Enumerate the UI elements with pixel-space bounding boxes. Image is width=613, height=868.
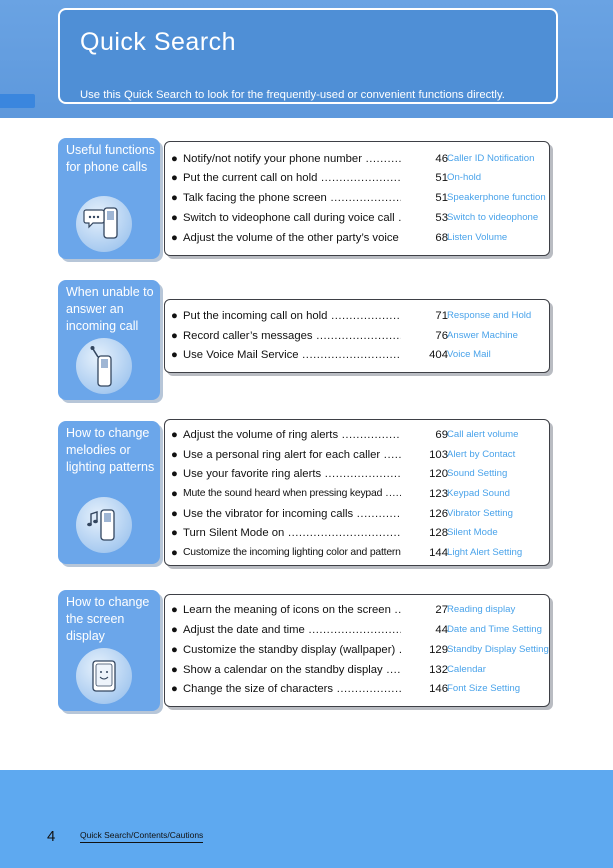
page-title: Quick Search <box>80 28 237 56</box>
list-item[interactable]: ● Use a personal ring alert for each caller ..... 103 Alert by Contact <box>171 446 545 464</box>
footer-band <box>0 770 613 868</box>
list-item[interactable]: ● Change the size of characters ..... 146 Font Size Setting <box>171 680 545 698</box>
list-item[interactable]: ● Use Voice Mail Service ..... 404 Voice Mail <box>171 346 545 364</box>
page-subtitle: Use this Quick Search to look for the frequently-used or convenient functions directly. <box>80 89 505 101</box>
category-title: How to change melodies or lighting patterns <box>66 426 155 474</box>
list-item[interactable]: ● Show a calendar on the standby display ..... 132 Calendar <box>171 661 545 679</box>
page-number: 4 <box>47 828 56 845</box>
list-item[interactable]: ● Use your favorite ring alerts ..... 120 Sound Setting <box>171 465 545 483</box>
list-item[interactable]: ● Use the vibrator for incoming calls ..... 126 Vibrator Setting <box>171 505 545 523</box>
list-item[interactable]: ● Turn Silent Mode on ..... 128 Silent Mode <box>171 524 545 542</box>
list-item[interactable]: ● Adjust the volume of the other party’s voice ..... 68 Listen Volume <box>171 229 545 247</box>
phone-music-note-icon <box>76 497 132 553</box>
list-item[interactable]: ● Mute the sound heard when pressing keypad ..... 123 Keypad Sound <box>171 485 545 503</box>
category-card-screen-display <box>58 590 160 711</box>
category-card-phone-calls <box>58 138 160 259</box>
list-item[interactable]: ● Customize the incoming lighting color and pattern ..... 144 Light Alert Setting <box>171 544 545 562</box>
list-item[interactable]: ● Notify/not notify your phone number ..... 46 Caller ID Notification <box>171 150 545 168</box>
phone-antenna-icon <box>76 338 132 394</box>
function-list-melodies <box>164 419 550 566</box>
list-item[interactable]: ● Record caller’s messages ..... 76 Answer Machine <box>171 327 545 345</box>
list-item[interactable]: ● Talk facing the phone screen ..... 51 Speakerphone function <box>171 189 545 207</box>
category-card-melodies <box>58 421 160 564</box>
phone-smiley-screen-icon <box>76 648 132 704</box>
category-title: Useful functions for phone calls <box>66 143 155 174</box>
list-item[interactable]: ● Put the incoming call on hold ..... 71 Response and Hold <box>171 307 545 325</box>
list-item[interactable]: ● Switch to videophone call during voice call ..... 53 Switch to videophone <box>171 209 545 227</box>
phone-speech-bubble-icon <box>76 196 132 252</box>
tab-marker <box>0 94 35 108</box>
list-item[interactable]: ● Adjust the date and time ..... 44 Date and Time Setting <box>171 621 545 639</box>
list-item[interactable]: ● Put the current call on hold ..... 51 On-hold <box>171 169 545 187</box>
category-title: How to change the screen display <box>66 595 150 643</box>
category-card-unable-to-answer <box>58 280 160 400</box>
list-item[interactable]: ● Customize the standby display (wallpaper) ..... 129 Standby Display Setting <box>171 641 545 659</box>
function-list-screen-display <box>164 594 550 707</box>
function-list-unable-to-answer <box>164 299 550 373</box>
category-title: When unable to answer an incoming call <box>66 285 154 333</box>
header-box <box>58 8 558 104</box>
list-item[interactable]: ● Learn the meaning of icons on the screen ..... 27 Reading display <box>171 601 545 619</box>
list-item[interactable]: ● Adjust the volume of ring alerts ..... 69 Call alert volume <box>171 426 545 444</box>
footer-link[interactable]: Quick Search/Contents/Cautions <box>80 830 203 843</box>
function-list-phone-calls <box>164 141 550 256</box>
